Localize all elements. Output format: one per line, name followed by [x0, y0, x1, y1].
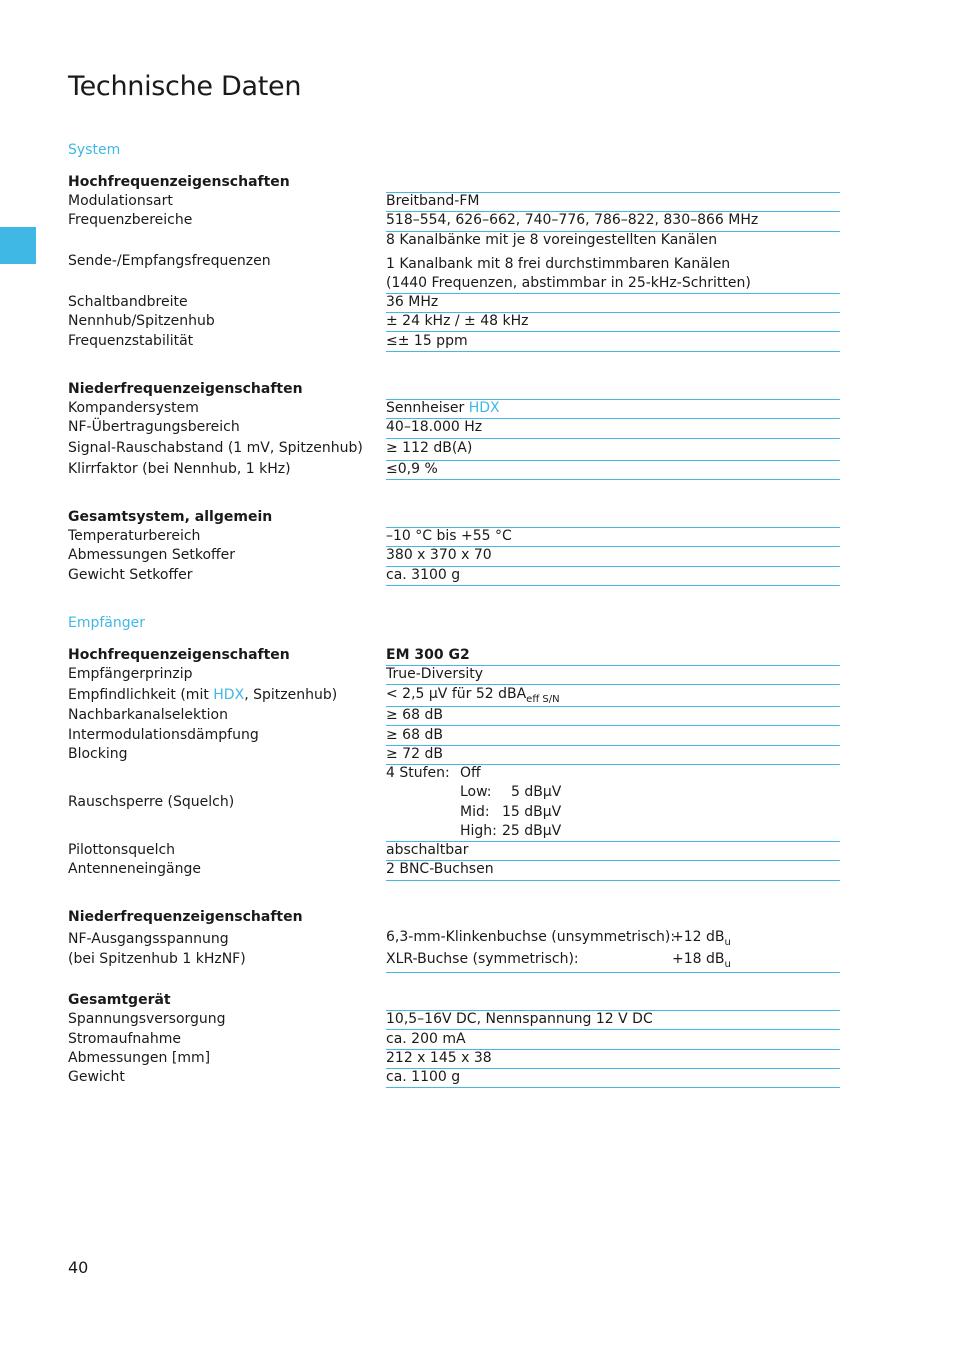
section-heading-empfaenger: Empfänger [68, 615, 146, 631]
subheading-system-hf: Hochfrequenzeigenschaften [68, 174, 290, 190]
value-nennhub: ± 24 kHz / ± 48 kHz [386, 313, 529, 329]
label-intermodulationsdaempfung: Intermodulationsdämpfung [68, 727, 259, 743]
rule [386, 585, 840, 586]
value-frequenzbereiche: 518–554, 626–662, 740–776, 786–822, 830–866 MHz [386, 212, 759, 228]
rule [386, 479, 840, 480]
value-gewicht-setkoffer: ca. 3100 g [386, 567, 461, 583]
subheading-system-nf: Niederfrequenzeigenschaften [68, 381, 303, 397]
value-empfindlichkeit: < 2,5 µV für 52 dBA$_{eff S/N}$ [386, 686, 560, 705]
label-nennhub: Nennhub/Spitzenhub [68, 313, 215, 329]
label-nf-ausgangsspannung: NF-Ausgangsspannung [68, 931, 229, 947]
label-gewicht-setkoffer: Gewicht Setkoffer [68, 567, 193, 583]
label-klirrfaktor: Klirrfaktor (bei Nennhub, 1 kHz) [68, 461, 291, 477]
label-abmessungen-mm: Abmessungen [mm] [68, 1050, 211, 1066]
value-klinkenbuchse-text: 6,3-mm-Klinkenbuchse (unsymmetrisch): [386, 929, 676, 945]
subheading-empfaenger-hf: Hochfrequenzeigenschaften [68, 647, 290, 663]
value-schaltbandbreite: 36 MHz [386, 294, 439, 310]
value-xlr-buchse-level: +18 $dB_u$ [672, 951, 731, 970]
value-kompandersystem: Sennheiser HDX [386, 400, 500, 416]
label-kompandersystem: Kompandersystem [68, 400, 199, 416]
value-intermodulationsdaempfung: ≥ 68 dB [386, 727, 443, 743]
rule [386, 706, 840, 707]
label-schaltbandbreite: Schaltbandbreite [68, 294, 188, 310]
squelch-level-value: 5 dBµV [511, 784, 562, 800]
rule [386, 745, 840, 746]
value-sende-empfangsfrequenzen-detail: (1440 Frequenzen, abstimmbar in 25-kHz-Schritten) [386, 275, 751, 291]
squelch-level-value: 15 dBµV [502, 804, 562, 820]
value-stromaufnahme: ca. 200 mA [386, 1031, 466, 1047]
value-rauschsperre-prefix: 4 Stufen: [386, 765, 450, 781]
subheading-system-gesamt: Gesamtsystem, allgemein [68, 509, 273, 525]
label-signal-rauschabstand: Signal-Rauschabstand (1 mV, Spitzenhub) [68, 440, 363, 456]
squelch-level-name: Off [460, 765, 481, 781]
label-frequenzstabilitaet: Frequenzstabilität [68, 333, 194, 349]
label-sende-empfangsfrequenzen: Sende-/Empfangsfrequenzen [68, 253, 271, 269]
label-rauschsperre: Rauschsperre (Squelch) [68, 794, 235, 810]
value-signal-rauschabstand: ≥ 112 dB(A) [386, 440, 473, 456]
label-empfaengerprinzip: Empfängerprinzip [68, 666, 193, 682]
value-frequenzstabilitaet: ≤± 15 ppm [386, 333, 468, 349]
squelch-level-name: Mid: [460, 804, 490, 820]
value-empfaengerprinzip: True-Diversity [386, 666, 484, 682]
label-gewicht: Gewicht [68, 1069, 125, 1085]
label-abmessungen-setkoffer: Abmessungen Setkoffer [68, 547, 236, 563]
value-model-name: EM 300 G2 [386, 647, 470, 663]
value-blocking: ≥ 72 dB [386, 746, 443, 762]
page-number: 40 [68, 1258, 89, 1277]
value-temperaturbereich: –10 °C bis +55 °C [386, 528, 512, 544]
section-tab-marker [0, 227, 36, 264]
rule [386, 351, 840, 352]
value-nf-uebertragungsbereich: 40–18.000 Hz [386, 419, 483, 435]
label-frequenzbereiche: Frequenzbereiche [68, 212, 193, 228]
label-pilottonsquelch: Pilottonsquelch [68, 842, 176, 858]
label-modulationsart: Modulationsart [68, 193, 173, 209]
squelch-level-value: 25 dBµV [502, 823, 562, 839]
label-nf-ausgangsspannung-detail: (bei Spitzenhub 1 kHzNF) [68, 951, 246, 967]
page-title: Technische Daten [68, 71, 302, 102]
rule [386, 293, 840, 294]
value-modulationsart: Breitband-FM [386, 193, 480, 209]
value-antenneneingaenge: 2 BNC-Buchsen [386, 861, 494, 877]
subheading-empfaenger-geraet: Gesamtgerät [68, 992, 171, 1008]
rule [386, 880, 840, 881]
value-abmessungen-mm: 212 x 145 x 38 [386, 1050, 492, 1066]
section-heading-system: System [68, 142, 121, 158]
value-spannungsversorgung: 10,5–16V DC, Nennspannung 12 V DC [386, 1011, 653, 1027]
rule [386, 460, 840, 461]
label-nachbarkanalselektion: Nachbarkanalselektion [68, 707, 228, 723]
rule [386, 1087, 840, 1088]
label-empfindlichkeit: Empfindlichkeit (mit HDX, Spitzenhub) [68, 687, 338, 703]
value-frequenzbereiche-kanalbaenke: 8 Kanalbänke mit je 8 voreingestellten Kanälen [386, 232, 718, 248]
rule [386, 764, 840, 765]
value-klinkenbuchse-level: +12 $dB_u$ [672, 929, 731, 948]
subheading-empfaenger-nf: Niederfrequenzeigenschaften [68, 909, 303, 925]
label-stromaufnahme: Stromaufnahme [68, 1031, 181, 1047]
label-blocking: Blocking [68, 746, 128, 762]
label-spannungsversorgung: Spannungsversorgung [68, 1011, 226, 1027]
value-abmessungen-setkoffer: 380 x 370 x 70 [386, 547, 492, 563]
squelch-level-name: Low: [460, 784, 492, 800]
rule [386, 972, 840, 973]
value-klirrfaktor: ≤0,9 % [386, 461, 438, 477]
label-antenneneingaenge: Antenneneingänge [68, 861, 201, 877]
value-gewicht: ca. 1100 g [386, 1069, 461, 1085]
value-xlr-buchse-text: XLR-Buchse (symmetrisch): [386, 951, 579, 967]
label-temperaturbereich: Temperaturbereich [68, 528, 201, 544]
value-pilottonsquelch: abschaltbar [386, 842, 469, 858]
label-nf-uebertragungsbereich: NF-Übertragungsbereich [68, 419, 240, 435]
value-sende-empfangsfrequenzen: 1 Kanalbank mit 8 frei durchstimmbaren Kanälen [386, 256, 731, 272]
squelch-level-name: High: [460, 823, 497, 839]
value-nachbarkanalselektion: ≥ 68 dB [386, 707, 443, 723]
rule [386, 725, 840, 726]
